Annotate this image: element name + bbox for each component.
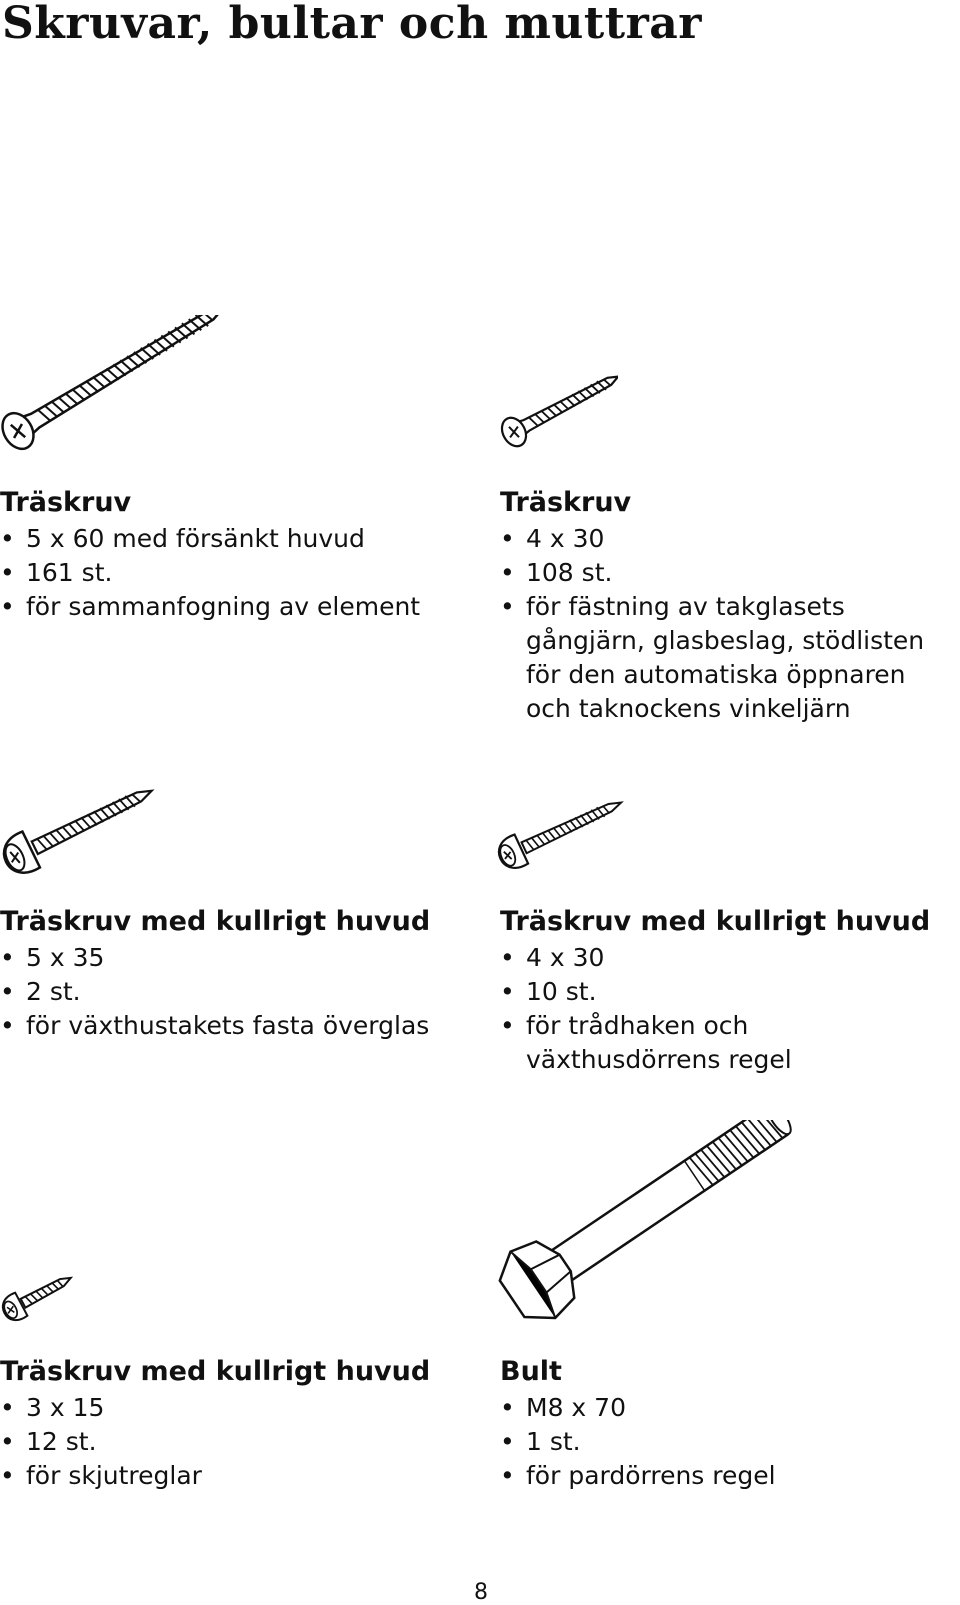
item-usage: • för växthustakets fasta överglas: [0, 1009, 440, 1043]
item-usage: • för fästning av takglasets gångjärn, glasbeslag, stödlisten för den automatiska öppnaren och taknockens vinkeljärn: [500, 590, 940, 726]
page-title: Skruvar, bultar och muttrar: [2, 0, 702, 49]
item-title: Träskruv med kullrigt huvud: [500, 906, 931, 937]
item-dimension: • M8 x 70: [500, 1391, 940, 1425]
item-bult-m8x70: [500, 1353, 940, 1493]
item-dimension: • 3 x 15: [0, 1391, 440, 1425]
item-details: [500, 941, 940, 1077]
item-details: [500, 522, 940, 726]
item-quantity: • 10 st.: [500, 975, 940, 1009]
item-title: Träskruv med kullrigt huvud: [0, 906, 431, 937]
item-usage: • för trådhaken och växthusdörrens regel: [500, 1009, 940, 1077]
item-traskruv-4x30: [500, 484, 940, 726]
item-title: Träskruv: [0, 487, 132, 518]
item-title: Bult: [500, 1356, 562, 1387]
countersunk-screw-short-icon: [498, 372, 618, 457]
item-usage: • för pardörrens regel: [500, 1459, 940, 1493]
item-quantity: • 1 st.: [500, 1425, 940, 1459]
item-kullrigt-4x30: [500, 903, 940, 1077]
item-traskruv-5x60: [0, 484, 440, 624]
pan-head-screw-small-icon: [0, 1265, 75, 1325]
countersunk-screw-long-icon: [0, 315, 220, 465]
item-kullrigt-5x35: [0, 903, 440, 1043]
hex-bolt-icon: [495, 1120, 795, 1330]
item-usage: • för sammanfogning av element: [0, 590, 440, 624]
item-title: Träskruv med kullrigt huvud: [0, 1356, 431, 1387]
item-dimension: • 5 x 60 med försänkt huvud: [0, 522, 440, 556]
item-quantity: • 2 st.: [0, 975, 440, 1009]
item-details: [0, 522, 440, 624]
item-dimension: • 4 x 30: [500, 522, 940, 556]
pan-head-screw-icon: [0, 775, 155, 885]
item-dimension: • 4 x 30: [500, 941, 940, 975]
item-details: [500, 1391, 940, 1493]
item-dimension: • 5 x 35: [0, 941, 440, 975]
item-details: [0, 941, 440, 1043]
pan-head-screw-icon: [495, 790, 625, 875]
page-number: 8: [474, 1580, 488, 1605]
item-quantity: • 161 st.: [0, 556, 440, 590]
item-details: [0, 1391, 440, 1493]
item-usage: • för skjutreglar: [0, 1459, 440, 1493]
item-kullrigt-3x15: [0, 1353, 440, 1493]
item-quantity: • 108 st.: [500, 556, 940, 590]
item-title: Träskruv: [500, 487, 632, 518]
item-quantity: • 12 st.: [0, 1425, 440, 1459]
